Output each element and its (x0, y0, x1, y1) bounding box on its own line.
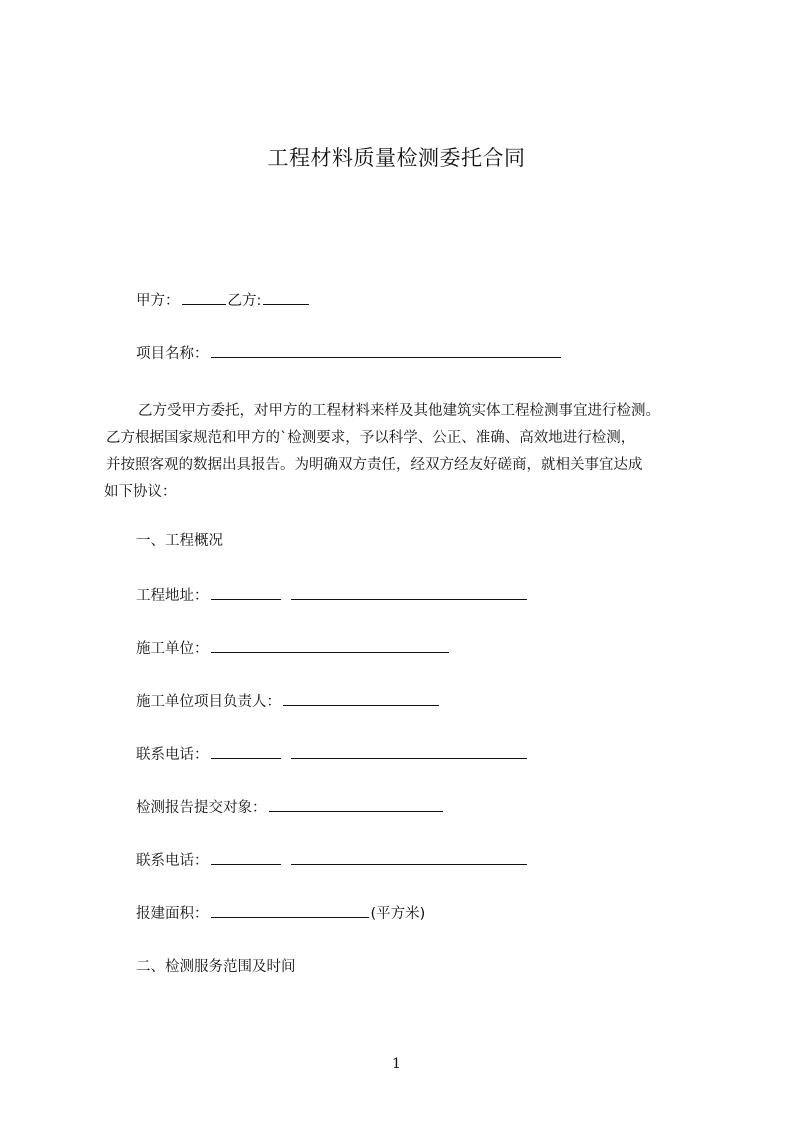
intro-line-2: 乙方根据国家规范和甲方的`检测要求，予以科学、公正、准确、高效地进行检测， (106, 430, 636, 446)
phone-2-blank-2[interactable] (291, 850, 527, 865)
page-number: 1 (392, 1056, 401, 1072)
intro-line-4: 如下协议： (104, 484, 177, 500)
report-recipient-label: 检测报告提交对象： (136, 800, 267, 816)
report-recipient-blank[interactable] (269, 797, 443, 812)
phone-line-2 (136, 850, 529, 871)
project-manager-blank[interactable] (283, 691, 439, 706)
phone-1-blank-1[interactable] (211, 744, 281, 759)
party-a-blank[interactable] (182, 290, 226, 305)
area-unit: (平方米) (370, 906, 426, 922)
phone-1-blank-2[interactable] (291, 744, 527, 759)
address-blank-1[interactable] (211, 585, 281, 600)
intro-line-1: 乙方受甲方委托，对甲方的工程材料来样及其他建筑实体工程检测事宜进行检测。 (138, 403, 660, 419)
party-a-label: 甲方： (136, 293, 180, 309)
address-line (136, 585, 529, 606)
party-b-blank[interactable] (263, 290, 309, 305)
phone-label-1: 联系电话： (136, 747, 209, 763)
project-manager-line (136, 691, 441, 712)
report-recipient-line (136, 797, 445, 818)
phone-2-blank-1[interactable] (211, 850, 281, 865)
project-name-blank[interactable] (211, 343, 561, 358)
party-b-label: 乙方: (227, 293, 262, 309)
construction-unit-line (136, 638, 451, 659)
address-label: 工程地址： (136, 588, 209, 604)
project-name-line (136, 343, 563, 364)
document-title: 工程材料质量检测委托合同 (267, 146, 526, 170)
phone-label-2: 联系电话： (136, 853, 209, 869)
phone-line-1 (136, 744, 529, 765)
area-label: 报建面积： (136, 906, 209, 922)
intro-paragraph (104, 398, 704, 506)
address-blank-2[interactable] (291, 585, 527, 600)
project-manager-label: 施工单位项目负责人： (136, 694, 281, 710)
parties-line (136, 290, 311, 311)
section-1-heading: 一、工程概况 (136, 533, 223, 549)
construction-unit-label: 施工单位： (136, 641, 209, 657)
project-name-label: 项目名称： (136, 346, 209, 362)
area-line (136, 903, 425, 924)
section-2-heading: 二、检测服务范围及时间 (136, 959, 296, 975)
construction-unit-blank[interactable] (211, 638, 449, 653)
area-blank[interactable] (211, 903, 369, 918)
intro-line-3: 并按照客观的数据出具报告。为明确双方责任，经双方经友好磋商，就相关事宜达成 (106, 457, 643, 473)
